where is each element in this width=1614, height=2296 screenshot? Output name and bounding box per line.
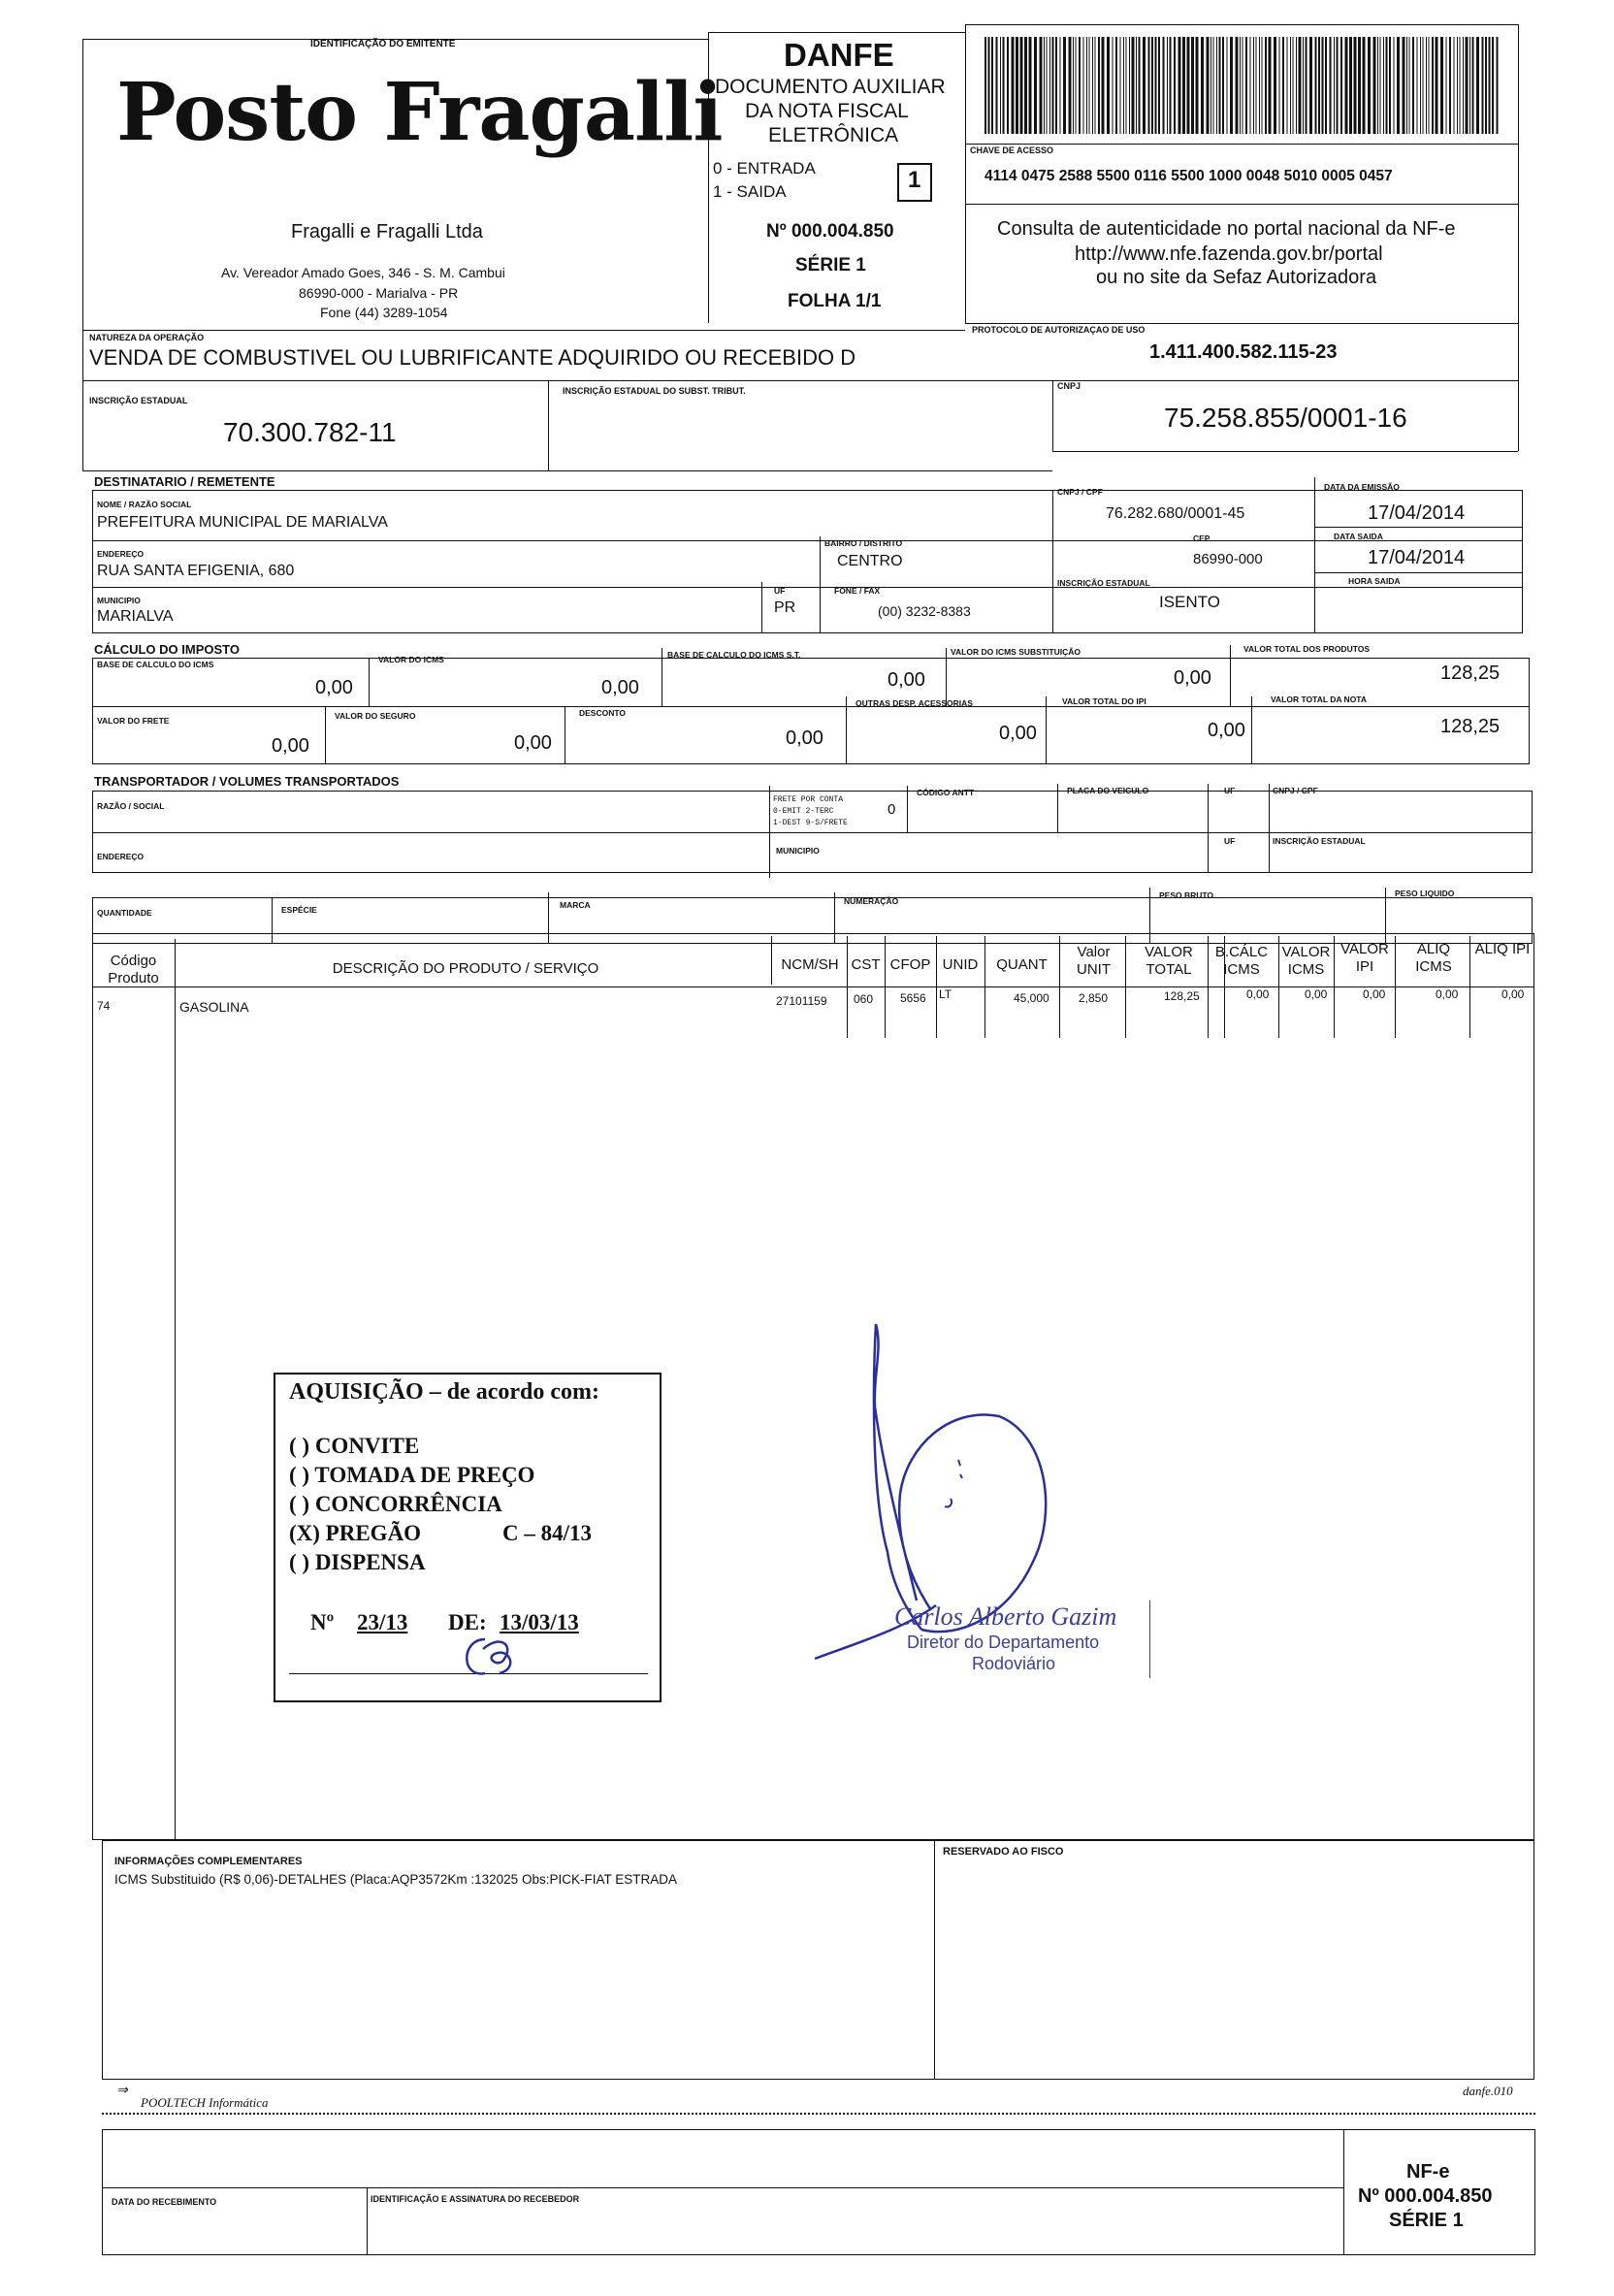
barcode-bar [1236,37,1239,134]
cut-line [102,2113,1535,2115]
barcode-bar [1432,37,1434,134]
barcode-bar [1107,37,1110,134]
base-icms-label: BASE DE CALCULO DO ICMS [97,660,214,669]
barcode-bar [1148,37,1150,134]
barcode-bar [1098,37,1100,134]
transport-section: TRANSPORTADOR / VOLUMES TRANSPORTADOS [94,774,400,789]
barcode-bar [1163,37,1165,134]
recipient-bairro: CENTRO [837,553,903,569]
barcode-bar [1003,37,1005,134]
barcode-bar [1047,37,1048,134]
barcode-bar [1240,37,1241,134]
barcode-bar [1466,37,1469,134]
recipient-phone: (00) 3232-8383 [878,603,971,619]
barcode-bar [1230,37,1233,134]
desconto: 0,00 [786,728,823,749]
outras: 0,00 [999,723,1037,744]
recipient-block [92,490,1523,633]
barcode-bar [1076,37,1077,134]
recipient-phone-label: FONE / FAX [834,586,881,596]
row-quant: 45,000 [1014,991,1049,1005]
barcode-bar [1497,37,1499,134]
nfe-title: NF-e [1406,2161,1450,2183]
barcode-bar [1052,37,1054,134]
total-prod-label: VALOR TOTAL DOS PRODUTOS [1243,644,1371,654]
barcode-bar [1318,37,1320,134]
ie-value: 70.300.782-11 [223,417,397,447]
col-descricao: DESCRIÇÃO DO PRODUTO / SERVIÇO [332,960,599,977]
barcode-bar [1012,37,1015,134]
barcode-bar [1440,37,1443,134]
barcode-bar [1420,37,1421,134]
stamp-date-prefix: DE: [448,1610,487,1634]
barcode-bar [1330,37,1332,134]
transport-cnpj-label: CNPJ / CPF [1273,786,1318,795]
barcode-bar [1269,37,1272,134]
col-codigo: Código Produto [108,953,159,986]
stamp-initials [456,1630,524,1688]
barcode-bar [1306,37,1307,134]
barcode-bar [1337,37,1339,134]
fisco-label: RESERVADO AO FISCO [943,1846,1064,1858]
issuer-logo: Posto Fragalli [116,66,723,159]
barcode-bar [1182,37,1185,134]
barcode-bar [1282,37,1284,134]
barcode-bar [1489,37,1491,134]
barcode-bar [1102,37,1105,134]
barcode-bar [1155,37,1157,134]
cnpj-value: 75.258.855/0001-16 [1164,403,1407,433]
col-unid: UNID [942,956,979,973]
danfe-folha: FOLHA 1/1 [788,291,882,311]
barcode-bar [1007,37,1009,134]
barcode-bar [1250,37,1251,134]
barcode-bar [1322,37,1324,134]
barcode-bar [1389,37,1391,134]
total-nota: 128,25 [1440,716,1501,737]
nfe-serie: SÉRIE 1 [1389,2210,1464,2231]
barcode-bar [1132,37,1135,134]
nfe-number: Nº 000.004.850 [1358,2185,1493,2207]
peso-bruto-label: PESO BRUTO [1159,890,1214,900]
barcode-bar [1358,37,1361,134]
tax-section: CÁLCULO DO IMPOSTO [94,642,240,657]
barcode-bar [1139,37,1141,134]
frete-label: VALOR DO FRETE [97,716,170,726]
col-cfop: CFOP [889,956,931,973]
col-vipi: VALOR IPI [1340,941,1389,975]
barcode-bar [1368,37,1371,134]
barcode-bar [1253,37,1254,134]
transport-municipio-label: MUNICIPIO [776,846,820,856]
placa-label: PLACA DO VEICULO [1067,786,1149,795]
col-vunit: Valor UNIT [1077,944,1111,978]
row-aipi: 0,00 [1501,987,1525,1001]
issuer-address: Av. Vereador Amado Goes, 346 - S. M. Cambui [221,265,505,280]
recipient-cnpj: 76.282.680/0001-45 [1106,505,1245,522]
operation-value: VENDA DE COMBUSTIVEL OU LUBRIFICANTE ADQUIRIDO OU RECEBIDO D [89,345,856,370]
recipient-city-label: MUNICIPIO [97,596,141,605]
info-label: INFORMAÇÕES COMPLEMENTARES [114,1856,303,1867]
barcode-bar [1126,37,1127,134]
barcode-bar [1055,37,1057,134]
ie-label: INSCRIÇÃO ESTADUAL [89,396,188,405]
barcode-bar [1245,37,1247,134]
access-key-label: CHAVE DE ACESSO [970,146,1054,155]
barcode-bar [1325,37,1327,134]
issuer-phone: Fone (44) 3289-1054 [320,305,448,320]
recipient-uf-label: UF [774,586,786,596]
barcode-bar [1170,37,1172,134]
recipient-cep: 86990-000 [1193,551,1263,567]
barcode-bar [1034,37,1037,134]
barcode-bar [1129,37,1130,134]
barcode-bar [1334,37,1335,134]
barcode-bar [1086,37,1087,134]
col-ncm: NCM/SH [781,956,839,973]
barcode-bar [1063,37,1066,134]
barcode-bar [1423,37,1424,134]
valor-icms: 0,00 [601,677,639,698]
barcode-bar [1000,37,1001,134]
danfe-entrada: 0 - ENTRADA [713,159,816,178]
barcode-bar [1256,37,1257,134]
barcode-bar [1492,37,1494,134]
barcode-bar [1412,37,1414,134]
qtd-label: QUANTIDADE [97,908,152,918]
barcode-bar [1136,37,1137,134]
barcode-bar [1178,37,1181,134]
col-bcicms: B.CÁLC ICMS [1214,944,1269,978]
recipient-saida-label: DATA SAIDA [1334,532,1383,541]
barcode-bar [1069,37,1072,134]
barcode-bar [1219,37,1221,134]
valor-st: 0,00 [1174,667,1211,689]
col-cst: CST [851,956,881,973]
row-cfop: 5656 [900,991,926,1005]
stamp-opt-convite: ( ) CONVITE [289,1434,420,1458]
recipient-emissao-label: DATA DA EMISSÃO [1324,482,1400,492]
barcode-bar [1073,37,1074,134]
barcode-bar [1373,37,1376,134]
col-aicms: ALIQ ICMS [1415,941,1452,975]
recipient-section: DESTINATARIO / REMETENTE [94,474,275,489]
danfe-serie: SÉRIE 1 [795,255,866,275]
stamp-title: AQUISIÇÃO – de acordo com: [289,1379,599,1405]
barcode-bar [1303,37,1304,134]
base-st-label: BASE DE CALCULO DO ICMS S.T. [667,650,801,660]
barcode-bar [1158,37,1160,134]
barcode-bar [1227,37,1228,134]
barcode-bar [1485,37,1487,134]
transport-ie-label: INSCRIÇÃO ESTADUAL [1273,836,1366,846]
barcode-bar [1290,37,1291,134]
barcode-bar [1482,37,1484,134]
barcode-bar [1210,37,1211,134]
barcode-bar [988,37,990,134]
frete-value: 0 [888,801,896,818]
stamp-date: 13/03/13 [500,1610,579,1634]
barcode-bar [1383,37,1384,134]
barcode-bar [1309,37,1312,134]
barcode-bar [1279,37,1280,134]
barcode-bar [1262,37,1263,134]
protocol-label: PROTOCOLO DE AUTORIZAÇAO DE USO [972,325,1146,335]
barcode-bar [1394,37,1395,134]
row-vunit: 2,850 [1079,991,1109,1005]
barcode-bar [1216,37,1217,134]
signature-role-2: Rodoviário [972,1654,1056,1673]
operation-label: NATUREZA DA OPERAÇÃO [89,333,205,342]
barcode-bar [1207,37,1210,134]
row-bcicms: 0,00 [1246,987,1270,1001]
barcode-bar [1120,37,1121,134]
barcode-bar [1044,37,1045,134]
barcode-bar [1187,37,1190,134]
recipient-bairro-label: BAIRRO / DISTRITO [824,538,903,548]
barcode-bar [1380,37,1381,134]
row-descricao: GASOLINA [179,999,249,1015]
barcode-bar [1024,37,1027,134]
barcode-bar [996,37,998,134]
form-code: danfe.010 [1463,2084,1513,2098]
consult-line-3: ou no site da Sefaz Autorizadora [1096,267,1377,288]
row-cst: 060 [854,992,874,1006]
ipi-label: VALOR TOTAL DO IPI [1062,696,1146,706]
barcode-bar [1449,37,1451,134]
row-codigo: 74 [97,999,111,1013]
barcode-bar [1296,37,1297,134]
total-prod: 128,25 [1440,663,1501,684]
col-quant: QUANT [996,956,1048,973]
ipi: 0,00 [1208,720,1245,741]
recipient-cnpj-label: CNPJ / CPF [1057,487,1103,497]
danfe-number: Nº 000.004.850 [766,221,894,242]
protocol-value: 1.411.400.582.115-23 [1149,341,1338,363]
barcode-bar [1340,37,1342,134]
barcode-bar [1436,37,1438,134]
danfe-line1: DOCUMENTO AUXILIAR [715,76,946,98]
barcode-bar [1354,37,1357,134]
stamp-opt-concorrencia: ( ) CONCORRÊNCIA [289,1492,502,1516]
barcode-bar [1446,37,1447,134]
barcode-bar [1123,37,1124,134]
outras-label: OUTRAS DESP. ACESSORIAS [855,698,973,708]
barcode-bar [1201,37,1204,134]
barcode-bar [1020,37,1023,134]
software-name: POOLTECH Informática [141,2095,269,2110]
barcode-bar [1049,37,1050,134]
barcode-bar [1406,37,1407,134]
access-key-barcode [985,37,1499,134]
signature-role-1: Diretor do Departamento [907,1633,1100,1652]
barcode-bar [1167,37,1168,134]
row-aicms: 0,00 [1436,987,1459,1001]
danfe-saida: 1 - SAIDA [713,182,787,201]
transport-razao-label: RAZÃO / SOCIAL [97,801,165,811]
recipient-hora-label: HORA SAIDA [1348,576,1401,586]
col-vtotal: VALOR TOTAL [1145,944,1193,978]
cnpj-label: CNPJ [1057,381,1081,391]
barcode-bar [1174,37,1176,134]
danfe-title: DANFE [784,37,894,73]
issuer-section-label: IDENTIFICAÇÃO DO EMITENTE [310,39,456,49]
peso-liq-label: PESO LIQUIDO [1395,889,1455,898]
seguro: 0,00 [514,732,552,754]
barcode-bar [991,37,993,134]
barcode-bar [1403,37,1405,134]
total-nota-label: VALOR TOTAL DA NOTA [1271,695,1368,704]
especie-label: ESPÉCIE [281,905,317,915]
signature-name: Carlos Alberto Gazim [894,1602,1117,1631]
recipient-address-label: ENDEREÇO [97,549,145,559]
info-text: ICMS Substituido (R$ 0,06)-DETALHES (Placa:AQP3572Km :132025 Obs:PICK-FIAT ESTRADA [114,1872,677,1887]
barcode-bar [985,37,986,134]
barcode-bar [1345,37,1348,134]
recipient-uf: PR [774,599,796,616]
barcode-bar [1426,37,1427,134]
consult-line-2: http://www.nfe.fazenda.gov.br/portal [1075,243,1383,265]
frete-opt-2: 0-EMIT 2-TERC [773,807,834,816]
barcode-bar [1016,37,1018,134]
access-key-value: 4114 0475 2588 5500 0116 5500 1000 0048 5010 0005 0457 [985,168,1393,184]
recipient-name: PREFEITURA MUNICIPAL DE MARIALVA [97,514,388,531]
recipient-saida: 17/04/2014 [1368,547,1466,568]
recipient-cep-label: CEP [1193,534,1210,543]
barcode-bar [1265,37,1267,134]
barcode-bar [1287,37,1288,134]
barcode-bar [1409,37,1410,134]
recipient-ie-label: INSCRIÇÃO ESTADUAL [1057,578,1150,588]
barcode-bar [1460,37,1461,134]
recipient-ie: ISENTO [1159,593,1220,611]
barcode-bar [1363,37,1366,134]
barcode-bar [1454,37,1455,134]
software-icon: ⇒ [116,2084,128,2098]
transport-endereco-label: ENDEREÇO [97,852,145,861]
receipt-signature-label: IDENTIFICAÇÃO E ASSINATURA DO RECEBEDOR [371,2194,580,2204]
barcode-bar [1476,37,1479,134]
stamp-num-prefix: Nº [310,1610,335,1634]
barcode-bar [1472,37,1474,134]
frete-opt-3: 1-DEST 9-S/FRETE [773,819,848,827]
stamp-opt-tomada: ( ) TOMADA DE PREÇO [289,1463,535,1487]
stamp-opt-dispensa: ( ) DISPENSA [289,1550,426,1574]
stamp-num: 23/13 [357,1610,408,1634]
frete-opt-1: FRETE POR CONTA [773,795,844,804]
stamp-pregao-ref: C – 84/13 [502,1521,592,1545]
recipient-name-label: NOME / RAZÃO SOCIAL [97,500,192,509]
barcode-bar [1213,37,1214,134]
transport-uf-label: UF [1224,786,1236,795]
recipient-address: RUA SANTA EFIGENIA, 680 [97,563,295,579]
barcode-bar [1095,37,1096,134]
barcode-bar [1083,37,1084,134]
barcode-bar [1060,37,1061,134]
barcode-bar [1386,37,1388,134]
danfe-type-value: 1 [908,167,921,193]
barcode-bar [1429,37,1430,134]
recipient-city: MARIALVA [97,608,174,625]
issuer-company: Fragalli e Fragalli Ltda [291,221,483,243]
barcode-bar [1113,37,1114,134]
seguro-label: VALOR DO SEGURO [335,711,416,721]
barcode-bar [1397,37,1400,134]
row-ncm: 27101159 [776,994,827,1008]
barcode-bar [1259,37,1260,134]
barcode-bar [1463,37,1464,134]
barcode-bar [1293,37,1294,134]
desconto-label: DESCONTO [579,708,627,718]
row-vicms: 0,00 [1305,987,1328,1001]
barcode-bar [1151,37,1153,134]
frete: 0,00 [272,735,309,757]
consult-line-1: Consulta de autenticidade no portal nacional da NF-e [997,218,1456,240]
transport-uf2-label: UF [1224,836,1236,846]
barcode-bar [1349,37,1352,134]
barcode-bar [1191,37,1194,134]
marca-label: MARCA [560,900,591,910]
barcode-bar [1115,37,1117,134]
col-aipi: ALIQ IPI [1474,941,1531,957]
barcode-bar [1222,37,1224,134]
base-st: 0,00 [888,669,925,691]
barcode-bar [1092,37,1093,134]
col-vicms: VALOR ICMS [1281,944,1331,978]
receipt-date-label: DATA DO RECEBIMENTO [112,2197,217,2207]
barcode-bar [1143,37,1146,134]
barcode-bar [1079,37,1081,134]
issuer-cep-city: 86990-000 - Marialva - PR [299,285,459,301]
antt-label: CÓDIGO ANTT [917,788,975,797]
danfe-line2: DA NOTA FISCAL [745,100,909,122]
barcode-bar [1089,37,1090,134]
barcode-bar [1029,37,1032,134]
ie-st-label: INSCRIÇÃO ESTADUAL DO SUBST. TRIBUT. [563,386,746,396]
row-vipi: 0,00 [1363,987,1386,1001]
danfe-line3: ELETRÔNICA [768,124,899,146]
barcode-bar [1315,37,1317,134]
valor-icms-label: VALOR DO ICMS [378,655,444,664]
receipt-block [102,2129,1535,2255]
numeracao-label: NUMERAÇÃO [844,896,899,906]
valor-st-label: VALOR DO ICMS SUBSTITUIÇÃO [951,647,1081,657]
barcode-bar [1040,37,1043,134]
stamp-opt-pregao: (X) PREGÃO [289,1521,422,1545]
row-unid: LT [939,987,952,1001]
barcode-bar [1274,37,1276,134]
barcode-bar [1457,37,1458,134]
recipient-emissao: 17/04/2014 [1368,502,1466,524]
barcode-bar [1299,37,1302,134]
barcode-bar [1469,37,1470,134]
barcode-bar [1377,37,1378,134]
row-vtotal: 128,25 [1164,989,1200,1003]
barcode-bar [1417,37,1418,134]
barcode-bar [1196,37,1199,134]
base-icms: 0,00 [315,677,353,698]
